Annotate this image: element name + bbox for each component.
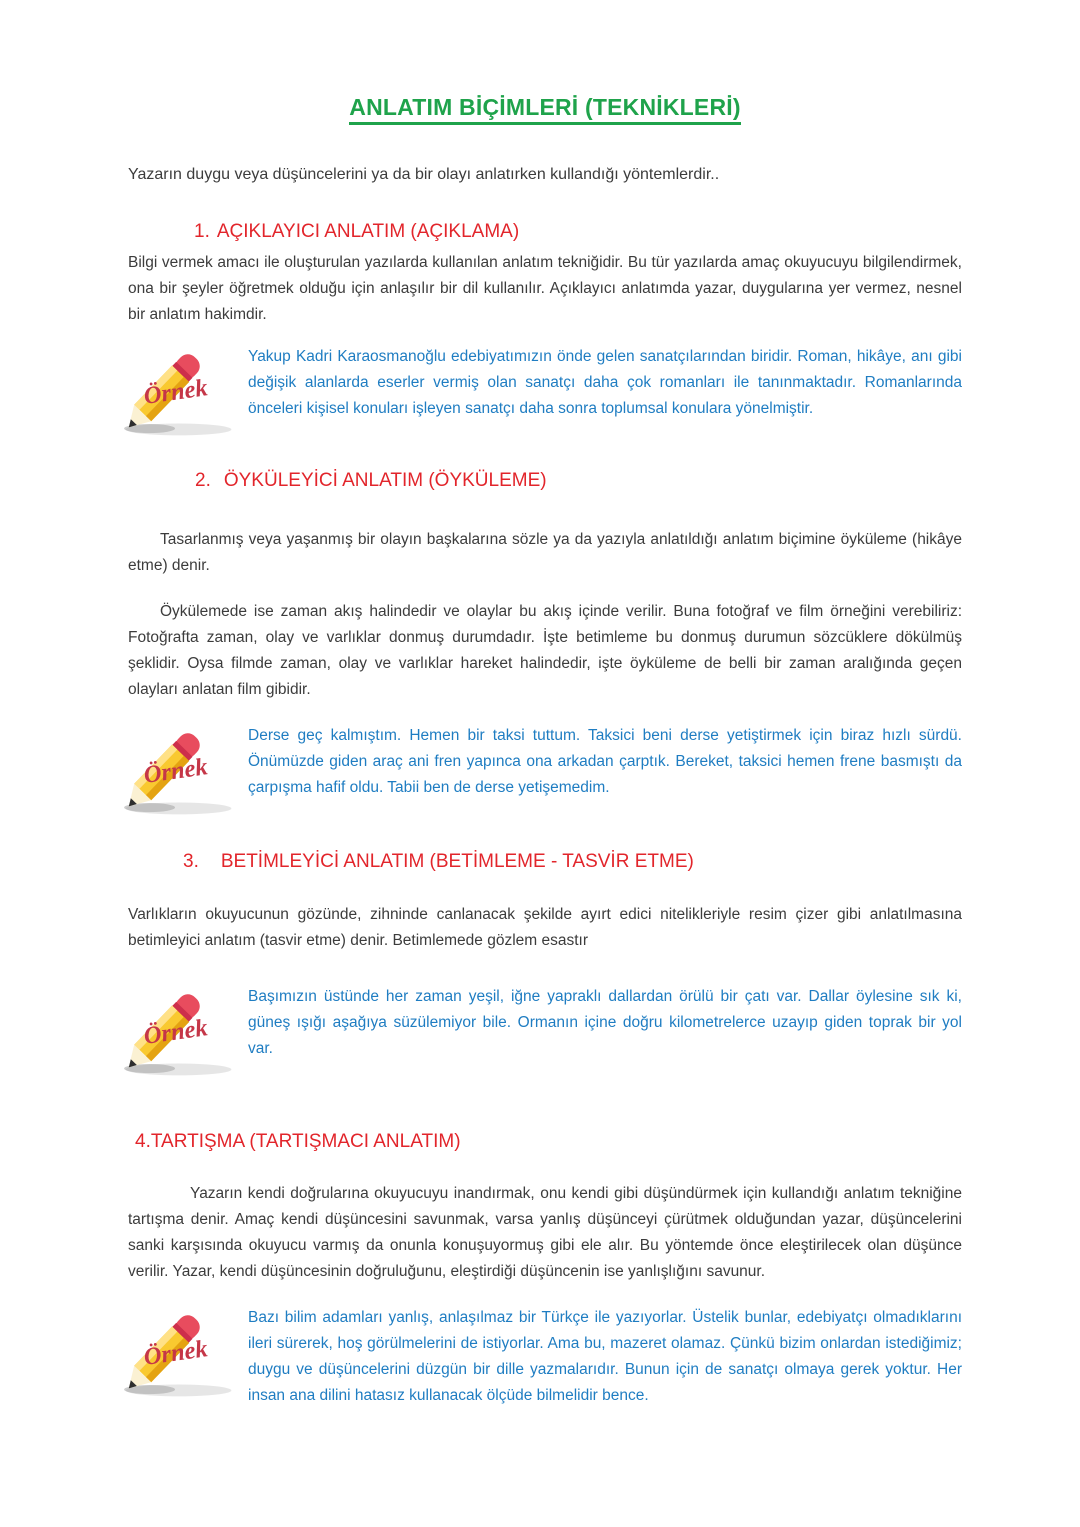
section-1-number: 1. [194,221,210,242]
section-4-number: 4. [135,1131,151,1152]
section-2-number: 2. [195,470,211,491]
example-block-4 [128,1305,962,1409]
example-text-4: Bazı bilim adamları yanlış, anlaşılmaz bir Türkçe ile yazıyorlar. Üstelik bunlar, edebiyatçı olmadıklarını ileri sürerek, hoş görülmelerini de istiyorlar. Ama bu, mazeret olamaz. Çünkü bizim onlardan istediğimiz; duygu ve düşüncelerini düzgün bir dille yazmalarıdır. Bunun için de sanatçı olmaya gerek yoktur. Her insan ana dilini hatasız kullanacak ölçüde bilmelidir bence. [248,1309,962,1404]
section-1-label: AÇIKLAYICI ANLATIM (AÇIKLAMA) [216,221,520,242]
section-3-betimleyici [128,849,962,1084]
example-text-3: Başımızın üstünde her zaman yeşil, iğne yapraklı dallardan örülü bir çatı var. Dallar öylesine sık ki, güneş ışığı aşağıya süzülemiyor bile. Ormanın içine doğru kilometrelerce uzayıp giden toprak bir yol var. [248,988,962,1057]
section-3-paragraph: Varlıkların okuyucunun gözünde, zihninde canlanacak şekilde ayırt edici nitelikleriyle resim çizer gibi anlatılmasına betimleyici anlatım (tasvir etme) denir. Betimlemede gözlem esastır [128,906,962,949]
section-1-heading [128,219,962,244]
section-4-tartisma [128,1129,962,1409]
ornek-label: Örnek [142,374,210,410]
section-2-label: ÖYKÜLEYİCİ ANLATIM (ÖYKÜLEME) [223,470,547,491]
example-block-3 [128,984,962,1084]
section-4-heading [128,1129,962,1154]
ornek-pencil-icon [115,344,235,444]
section-3-heading [128,849,962,874]
section-2-heading [128,468,962,493]
ornek-pencil-icon [115,1305,235,1405]
example-text-2: Derse geç kalmıştım. Hemen bir taksi tuttum. Taksici beni derse yetiştirmek için biraz hızlı sürdü. Önümüzde giden araç ani fren yapınca ona arkadan çarptık. Bereket, taksici hemen frene basmıştı da çarpışma hafif oldu. Tabii ben de derse yetişemedim. [248,727,962,796]
page-title [128,92,962,125]
section-2-paragraph-2: Öykülemede ise zaman akış halindedir ve olaylar bu akış içinde verilir. Buna fotoğraf ve film örneğini verebiliriz: Fotoğrafta zaman, olay ve varlıklar donmuş durumdadır. İşte betimleme bu donmuş durumun sözcüklere dökülmüş şeklidir. Oysa filmde zaman, olay ve varlıklar hareket halindedir, işte öyküleme de belli bir zaman aralığında geçen olayları anlatan film gibidir. [128,603,962,698]
ornek-label: Örnek [142,1335,210,1371]
section-3-label: BETİMLEYİCİ ANLATIM (BETİMLEME - TASVİR ETME) [220,851,694,872]
section-2-paragraph-1: Tasarlanmış veya yaşanmış bir olayın başkalarına sözle ya da yazıyla anlatıldığı anlatım biçimine öyküleme (hikâye etme) denir. [128,531,962,574]
section-2-oykuleyici [128,468,962,823]
section-1-paragraph: Bilgi vermek amacı ile oluşturulan yazılarda kullanılan anlatım tekniğidir. Bu tür yazılarda amaç okuyucuyu bilgilendirmek, ona bir şeyler öğretmek olduğu için anlaşılır bir dil kullanılır. Açıklayıcı anlatımda yazar, duygularına yer vermez, nesnel bir anlatım hakimdir. [128,254,962,323]
section-4-label: TARTIŞMA (TARTIŞMACI ANLATIM) [150,1131,461,1152]
ornek-label: Örnek [142,1014,210,1050]
page-title-text: ANLATIM BİÇİMLERİ (TEKNİKLERİ) [349,92,740,125]
example-block-1 [128,344,962,444]
section-3-number: 3. [183,851,199,872]
ornek-pencil-icon [115,723,235,823]
section-4-paragraph: Yazarın kendi doğrularına okuyucuyu inandırmak, onu kendi gibi düşündürmek için kullandığı anlatım tekniğine tartışma denir. Amaç kendi düşüncesini savunmak, varsa yanlış düşünceyi çürütmek olduğundan yazar, düşüncelerini sanki karşısında okuyucu varmış da onunla konuşuyormuş gibi ele alır. Bu yöntemde önce eleştirilecek olan düşünce verilir. Yazar, kendi düşüncesinin doğruluğunu, eleştirdiği düşüncenin ise yanlışlığını savunur. [128,1185,962,1280]
example-block-2 [128,723,962,823]
example-text-1: Yakup Kadri Karaosmanoğlu edebiyatımızın önde gelen sanatçılarından biridir. Roman, hikâye, anı gibi değişik alanlarda eserler vermiş olan sanatçı daha çok romanları ile tanınmaktadır. Romanlarında önceleri kişisel konuları işleyen sanatçı daha sonra toplumsal konulara yönelmiştir. [248,348,962,417]
ornek-label: Örnek [142,753,210,789]
intro-paragraph: Yazarın duygu veya düşüncelerini ya da bir olayı anlatırken kullandığı yöntemlerdir.. [128,166,720,183]
ornek-pencil-icon [115,984,235,1084]
section-1-aciklayici [128,219,962,444]
